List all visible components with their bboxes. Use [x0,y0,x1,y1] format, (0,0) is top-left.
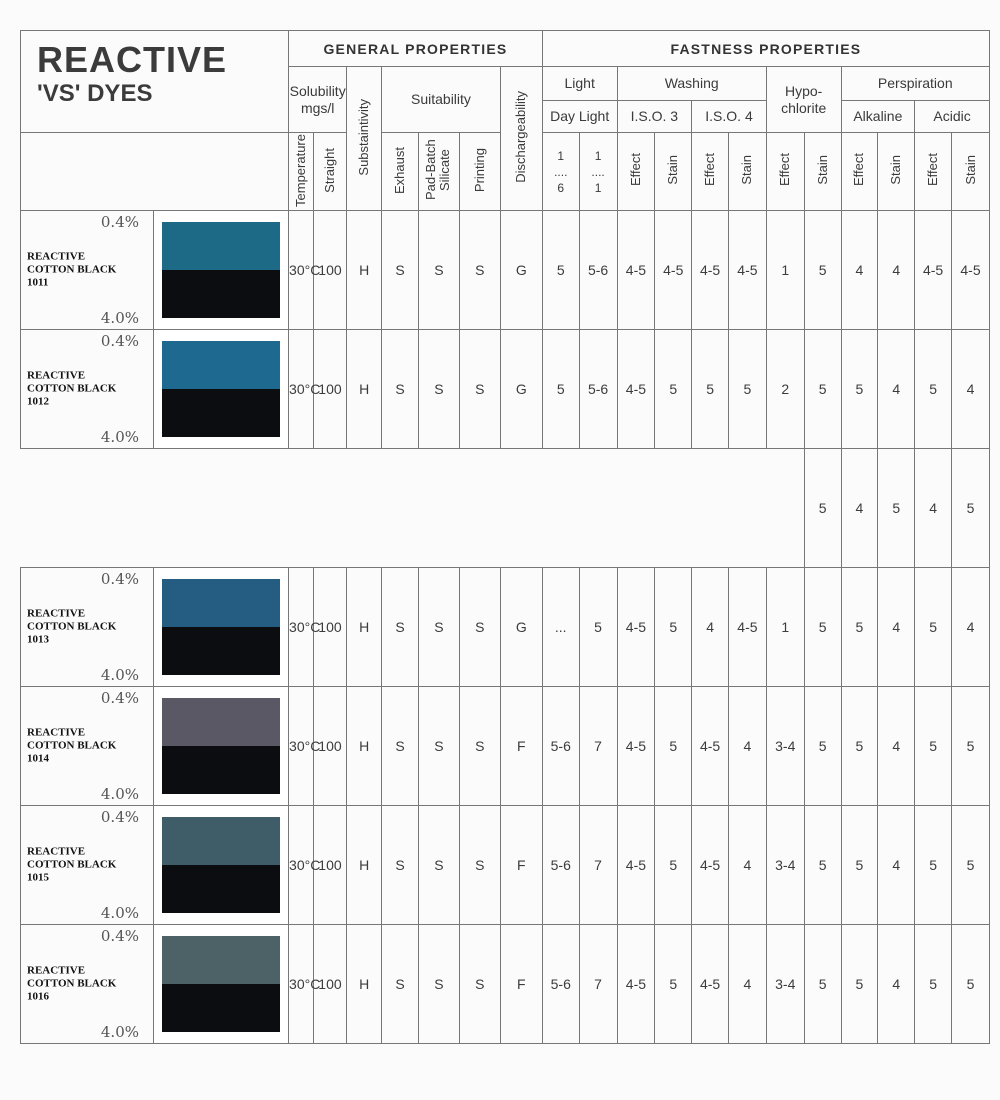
value-cell: S [459,568,500,687]
value-cell: 4 [878,806,915,925]
value-cell: S [459,806,500,925]
value-cell: S [418,687,459,806]
hypochlorite-header: Hypo- chlorite [766,67,841,133]
swatch-light-shade [162,936,280,984]
value-cell: 5 [841,806,878,925]
dye-name-cell [21,687,154,806]
value-cell: 4-5 [915,211,952,330]
value-cell: 4 [729,687,767,806]
value-cell: 100 [313,568,347,687]
swatch-light-shade [162,817,280,865]
value-cell: 4-5 [655,211,692,330]
pct-low-label: 0.4% [100,808,139,826]
value-cell: 7 [579,806,617,925]
table-row [21,568,990,687]
swatch-cell [154,925,289,1044]
dye-name-cell [21,925,154,1044]
value-cell: 4-5 [952,211,990,330]
value-cell: F [500,925,542,1044]
dye-name: REACTIVE COTTON BLACK 1015 [27,845,117,884]
swatch-cell [154,211,289,330]
dischargeability-header: Dischargeability [500,67,542,211]
value-cell: 4-5 [692,687,729,806]
value-cell: 4 [878,211,915,330]
value-cell: 4-5 [617,568,655,687]
value-cell: S [418,211,459,330]
value-cell: H [347,806,382,925]
value-cell: 5 [729,330,767,449]
value-cell: 5 [692,330,729,449]
value-cell: 5 [915,568,952,687]
value-cell: 5 [952,449,990,568]
value-cell: 5 [952,806,990,925]
pct-low-label: 0.4% [100,927,139,945]
pct-high-label: 4.0% [100,785,139,803]
dye-name: REACTIVE COTTON BLACK 1011 [27,250,117,289]
value-cell: 4-5 [729,211,767,330]
straight-header: Straight [313,133,347,211]
alkaline-header: Alkaline [841,101,915,133]
value-cell: F [500,806,542,925]
table-row [21,330,990,449]
hypo-effect-header: Effect [766,133,804,211]
value-cell: 4-5 [617,330,655,449]
value-cell: 2 [766,330,804,449]
value-cell: 5 [878,449,915,568]
pct-low-label: 0.4% [100,689,139,707]
alkaline-stain-header: Stain [878,133,915,211]
value-cell: 5 [841,330,878,449]
value-cell: 30°C [289,925,314,1044]
value-cell: ... [542,568,579,687]
value-cell: 4 [878,568,915,687]
color-swatch [162,579,280,675]
value-cell: 5 [952,925,990,1044]
value-cell: 4-5 [617,925,655,1044]
value-cell: 5 [579,568,617,687]
table-row [21,925,990,1044]
value-cell: 5 [655,806,692,925]
light-scale-2-header: 1 .... 1 [579,133,617,211]
swatch-cell [154,687,289,806]
value-cell: 4-5 [692,211,729,330]
value-cell: 30°C [289,806,314,925]
suitability-header: Suitability [382,67,501,133]
value-cell: 4-5 [692,925,729,1044]
dye-name-cell [21,806,154,925]
title-block [21,31,289,133]
swatch-cell [154,568,289,687]
value-cell: 5-6 [579,211,617,330]
value-cell: S [459,687,500,806]
gap-row [21,449,990,568]
page-title: REACTIVE [37,39,228,80]
value-cell: 5 [841,925,878,1044]
value-cell: 7 [579,925,617,1044]
daylight-header: Day Light [542,101,617,133]
iso3-header: I.S.O. 3 [617,101,692,133]
value-cell: 4 [729,925,767,1044]
value-cell: 5 [655,330,692,449]
swatch-dark-shade [162,270,280,318]
value-cell: 5 [542,330,579,449]
value-cell: 4 [878,925,915,1044]
value-cell: S [382,925,419,1044]
value-cell: 5 [804,687,841,806]
swatch-dark-shade [162,865,280,913]
alkaline-effect-header: Effect [841,133,878,211]
value-cell: S [382,568,419,687]
title-spacer [21,133,289,211]
value-cell: 30°C [289,687,314,806]
value-cell: 30°C [289,568,314,687]
dye-name: REACTIVE COTTON BLACK 1016 [27,964,117,1003]
value-cell: F [500,687,542,806]
value-cell: 5 [804,925,841,1044]
value-cell: 4 [692,568,729,687]
value-cell: 5 [841,568,878,687]
value-cell: 4 [915,449,952,568]
value-cell: S [459,925,500,1044]
color-swatch [162,936,280,1032]
padbatch-header: Pad-Batch Silicate [418,133,459,211]
value-cell: S [418,925,459,1044]
value-cell: 5 [655,925,692,1044]
exhaust-header: Exhaust [382,133,419,211]
dye-name-cell [21,568,154,687]
hypo-stain-header: Stain [804,133,841,211]
value-cell: H [347,330,382,449]
value-cell: H [347,211,382,330]
dye-name: REACTIVE COTTON BLACK 1012 [27,369,117,408]
value-cell: S [382,330,419,449]
value-cell: 5 [655,568,692,687]
value-cell: 3-4 [766,925,804,1044]
light-header: Light [542,67,617,101]
value-cell: 5 [804,211,841,330]
value-cell: 100 [313,687,347,806]
swatch-light-shade [162,698,280,746]
value-cell: 3-4 [766,687,804,806]
solubility-header: Solubility mgs/l [289,67,347,133]
value-cell: 5-6 [542,806,579,925]
iso4-stain-header: Stain [729,133,767,211]
value-cell: 4-5 [729,568,767,687]
pct-low-label: 0.4% [100,213,139,231]
table-row [21,806,990,925]
iso4-effect-header: Effect [692,133,729,211]
value-cell: 100 [313,925,347,1044]
value-cell: S [418,568,459,687]
value-cell: 5 [952,687,990,806]
perspiration-header: Perspiration [841,67,989,101]
value-cell: G [500,330,542,449]
substantivity-header: Substaintivity [347,67,382,211]
properties-table [20,30,990,1044]
value-cell: 4 [878,687,915,806]
value-cell: S [382,806,419,925]
table-row [21,687,990,806]
value-cell: 100 [313,806,347,925]
value-cell: S [459,211,500,330]
value-cell: 5 [841,687,878,806]
color-swatch [162,698,280,794]
blank-area [21,449,805,568]
value-cell: 3-4 [766,806,804,925]
value-cell: 4 [952,568,990,687]
swatch-light-shade [162,579,280,627]
temperature-header: Temperature [289,133,314,211]
value-cell: 7 [579,687,617,806]
value-cell: S [382,687,419,806]
value-cell: 4-5 [692,806,729,925]
acidic-effect-header: Effect [915,133,952,211]
swatch-light-shade [162,222,280,270]
pct-low-label: 0.4% [100,570,139,588]
value-cell: S [459,330,500,449]
value-cell: 5 [542,211,579,330]
value-cell: 30°C [289,211,314,330]
value-cell: G [500,211,542,330]
value-cell: 5 [804,449,841,568]
table-row [21,211,990,330]
washing-header: Washing [617,67,766,101]
iso3-stain-header: Stain [655,133,692,211]
value-cell: 5 [915,925,952,1044]
dye-name: REACTIVE COTTON BLACK 1014 [27,726,117,765]
value-cell: 30°C [289,330,314,449]
value-cell: 4 [952,330,990,449]
value-cell: 4-5 [617,806,655,925]
pct-high-label: 4.0% [100,666,139,684]
dye-name-cell [21,330,154,449]
value-cell: 5 [804,330,841,449]
value-cell: 5-6 [542,687,579,806]
value-cell: 5-6 [542,925,579,1044]
color-swatch [162,341,280,437]
value-cell: 100 [313,330,347,449]
value-cell: 5 [655,687,692,806]
swatch-cell [154,806,289,925]
value-cell: 4-5 [617,687,655,806]
light-scale-1-header: 1 .... 6 [542,133,579,211]
general-properties-header: GENERAL PROPERTIES [289,31,543,67]
value-cell: H [347,925,382,1044]
pct-high-label: 4.0% [100,1023,139,1041]
value-cell: 5 [915,806,952,925]
color-swatch [162,222,280,318]
value-cell: H [347,687,382,806]
value-cell: 4 [729,806,767,925]
iso4-header: I.S.O. 4 [692,101,767,133]
value-cell: 100 [313,211,347,330]
value-cell: 5 [804,806,841,925]
value-cell: 4 [878,330,915,449]
swatch-dark-shade [162,746,280,794]
value-cell: 4 [841,449,878,568]
swatch-cell [154,330,289,449]
value-cell: 1 [766,211,804,330]
iso3-effect-header: Effect [617,133,655,211]
dye-name-cell [21,211,154,330]
pct-high-label: 4.0% [100,309,139,327]
fastness-properties-header: FASTNESS PROPERTIES [542,31,989,67]
value-cell: 5 [915,330,952,449]
value-cell: S [418,806,459,925]
value-cell: S [418,330,459,449]
value-cell: 5 [804,568,841,687]
dye-name: REACTIVE COTTON BLACK 1013 [27,607,117,646]
pct-high-label: 4.0% [100,904,139,922]
swatch-dark-shade [162,389,280,437]
swatch-dark-shade [162,984,280,1032]
value-cell: H [347,568,382,687]
value-cell: 5 [915,687,952,806]
swatch-light-shade [162,341,280,389]
swatch-dark-shade [162,627,280,675]
value-cell: S [382,211,419,330]
value-cell: 1 [766,568,804,687]
table-body [21,211,990,1044]
printing-header: Printing [459,133,500,211]
color-swatch [162,817,280,913]
value-cell: 5-6 [579,330,617,449]
acidic-stain-header: Stain [952,133,990,211]
page-subtitle: 'VS' DYES [37,80,153,107]
value-cell: 4-5 [617,211,655,330]
value-cell: 4 [841,211,878,330]
acidic-header: Acidic [915,101,990,133]
value-cell: G [500,568,542,687]
pct-low-label: 0.4% [100,332,139,350]
pct-high-label: 4.0% [100,428,139,446]
